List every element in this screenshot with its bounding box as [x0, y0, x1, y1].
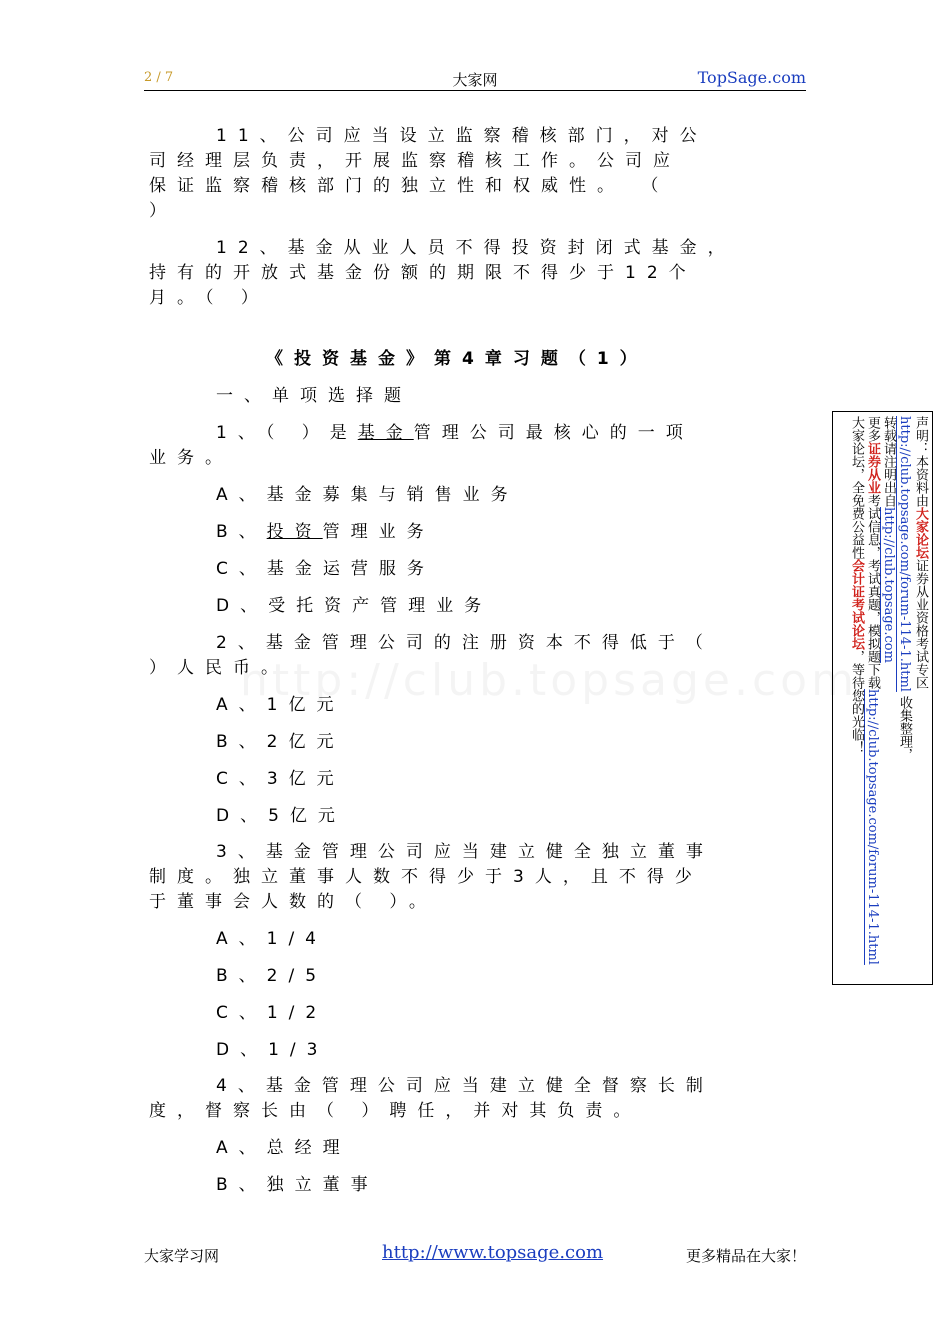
header-site-name: 大家网 — [452, 71, 498, 89]
notice-line-4-mid: 考试信息，考试真题，模拟题下载 — [865, 494, 880, 689]
q4-option-b: B、独立董事 — [216, 1175, 379, 1195]
q3-option-b: B、2/5 — [216, 966, 328, 986]
q4-line-1: 4、基金管理公司应当建立健全督察长制 — [216, 1076, 714, 1096]
q2-option-d: D、5亿元 — [216, 806, 346, 826]
footer-url-link[interactable]: http://www.topsage.com — [382, 1242, 604, 1263]
notice-download-link[interactable]: http://club.topsage.com/forum-114-1.html — [865, 689, 880, 965]
notice-site-link[interactable]: http://club.topsage.com — [881, 507, 896, 663]
q2-option-b: B、2亿元 — [216, 732, 345, 752]
q3-line-1: 3、基金管理公司应当建立健全独立董事 — [216, 842, 714, 862]
notice-line-3-text: 转载请注明出自 — [881, 416, 896, 507]
q1-option-c: C、基金运营服务 — [216, 559, 435, 579]
q2-line-1: 2、基金管理公司的注册资本不得低于（ — [216, 633, 714, 653]
q4-line-2: 度，督察长由（ ）聘任，并对其负责。 — [149, 1101, 642, 1121]
q1-line-2: 业务。 — [149, 448, 233, 468]
page-number: 2 / 7 — [144, 70, 174, 85]
notice-line-2 — [896, 416, 912, 976]
q12-line-3: 月。（ ） — [149, 288, 269, 308]
q1-option-b — [216, 520, 435, 544]
q2-option-a: A、1亿元 — [216, 695, 345, 715]
notice-box — [832, 411, 933, 985]
q1-underlined: 基金 — [357, 423, 414, 443]
header-brand-link[interactable]: TopSage.com — [697, 68, 806, 87]
q11-line-2: 司经理层负责，开展监察稽核工作。公司应 — [149, 151, 681, 171]
q11-line-3: 保证监察稽核部门的独立性和权威性。 （ — [149, 176, 670, 196]
q1-option-d: D、受托资产管理业务 — [216, 596, 493, 616]
notice-forum-type: 会计证考试论坛 — [849, 559, 864, 650]
notice-line-3 — [880, 416, 896, 976]
q1-option-a: A、基金募集与销售业务 — [216, 485, 519, 505]
page-footer — [144, 1242, 806, 1266]
q1-b-pre: B、 — [216, 522, 267, 542]
page-header — [144, 68, 806, 91]
q1-b-underlined: 投资 — [266, 522, 323, 542]
q1-line-1 — [216, 421, 694, 445]
q3-option-d: D、1/3 — [216, 1040, 329, 1060]
q1-post: 管理公司最核心的一项 — [413, 423, 694, 443]
notice-exam-type: 证券从业 — [865, 442, 880, 494]
notice-line-5 — [848, 416, 864, 976]
notice-line-1-end: 证券从业资格考试专区 — [913, 559, 928, 689]
q3-option-a: A、1/4 — [216, 929, 327, 949]
q2-line-2: ）人民币。 — [149, 658, 289, 678]
section-heading: 一、单项选择题 — [216, 386, 412, 406]
notice-text — [848, 416, 928, 976]
q3-line-2: 制度。独立董事人数不得少于3人，且不得少 — [149, 867, 703, 887]
notice-line-5-text: 大家论坛，全免费公益性 — [849, 416, 864, 559]
notice-forum-link[interactable]: http://club.topsage.com/forum-114-1.html — [897, 416, 912, 692]
footer-site-name: 大家学习网 — [144, 1247, 220, 1265]
q3-line-3: 于董事会人数的（ ）。 — [149, 892, 437, 912]
notice-line-4 — [864, 416, 880, 976]
q4-option-a: A、总经理 — [216, 1138, 351, 1158]
q11-line-4: ） — [149, 201, 177, 221]
notice-forum-name: 大家论坛 — [913, 507, 928, 559]
q12-line-1: 12、基金从业人员不得投资封闭式基金， — [216, 238, 736, 258]
q1-b-post: 管理业务 — [322, 522, 435, 542]
q12-line-2: 持有的开放式基金份额的期限不得少于12个 — [149, 263, 697, 283]
footer-slogan: 更多精品在大家！ — [685, 1247, 806, 1265]
q3-option-c: C、1/2 — [216, 1003, 328, 1023]
chapter-title: 《投资基金》第4章习题（1） — [266, 349, 648, 369]
notice-line-1 — [912, 416, 928, 976]
q1-pre: 1、（ ）是 — [216, 423, 358, 443]
q11-line-1: 11、公司应当设立监察稽核部门，对公 — [216, 126, 708, 146]
q2-option-c: C、3亿元 — [216, 769, 345, 789]
notice-line-2-end: 收集整理， — [897, 691, 912, 762]
notice-line-4-text: 更多 — [865, 416, 880, 442]
notice-line-5-end: ，等待您的光临！ — [849, 650, 864, 754]
notice-line-1-text: 声明：本资料由 — [913, 416, 928, 507]
